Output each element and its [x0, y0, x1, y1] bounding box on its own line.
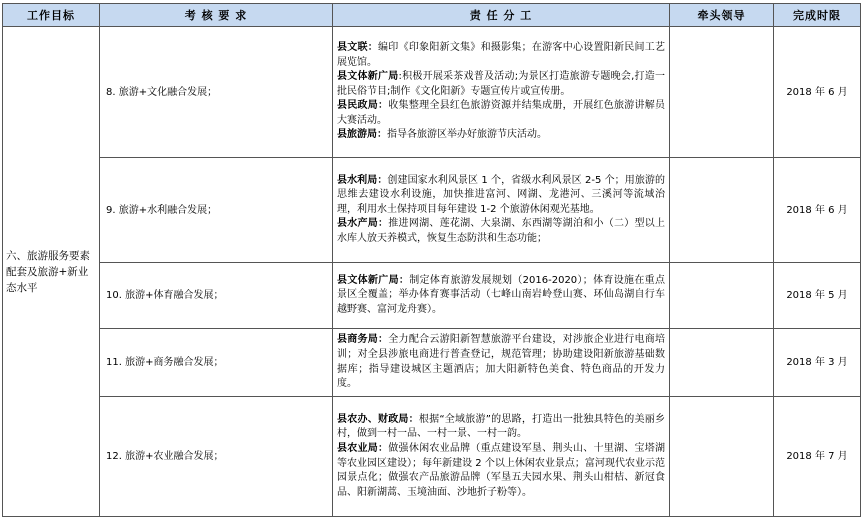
duty-text: 编印《印象阳新文集》和摄影集；在游客中心设置阳新民间工艺展览馆。: [337, 41, 666, 68]
duty-cell: [333, 397, 670, 517]
header-goal: 工作目标: [3, 4, 100, 27]
leader-cell: [670, 158, 774, 263]
department-name: 县水产局：: [337, 218, 389, 230]
header-row: [3, 4, 861, 27]
duty-text: 推进网湖、莲花湖、大泉湖、东西湖等湖泊和小（二）型以上水库人放天养模式，恢复生态防洪和生态功能；: [337, 218, 666, 244]
responsibility-table: [2, 3, 861, 517]
requirement-cell: 11. 旅游+商务融合发展；: [100, 329, 333, 397]
requirement-cell: 12. 旅游+农业融合发展；: [100, 397, 333, 517]
deadline-cell: 2018 年 3 月: [774, 329, 861, 397]
deadline-cell: 2018 年 5 月: [774, 263, 861, 329]
duty-item: [337, 274, 665, 318]
table-row: [3, 263, 861, 329]
leader-cell: [670, 263, 774, 329]
duty-text: 根据“全域旅游”的思路，打造出一批独具特色的美丽乡村，做到一村一品、一村一景、一村一韵。: [337, 413, 665, 440]
duty-item: [337, 174, 665, 218]
duty-text: 全力配合云游阳新智慧旅游平台建设，对涉旅企业进行电商培训；对全县涉旅电商进行普查登记，规范管理；协助建设阳新旅游基础数据库；指导建设城区主题酒店；加大阳新特色美食、特色商品的开发力度。: [337, 334, 666, 390]
duty-text: 指导各旅游区举办好旅游节庆活动。: [387, 129, 547, 141]
table-row: [3, 27, 861, 158]
duty-cell: [333, 158, 670, 263]
department-name: 县旅游局：: [337, 129, 387, 141]
department-name: 县农办、财政局：: [337, 413, 419, 425]
header-duty: 责 任 分 工: [333, 4, 670, 27]
header-leader: 牵头领导: [670, 4, 774, 27]
department-name: 县农业局：: [337, 442, 389, 454]
header-deadline: 完成时限: [774, 4, 861, 27]
duty-cell: [333, 263, 670, 329]
department-name: 县民政局：: [337, 100, 389, 112]
duty-text: 收集整理全县红色旅游资源并结集成册，开展红色旅游讲解员大赛活动。: [337, 100, 666, 126]
requirement-cell: 9. 旅游+水利融合发展；: [100, 158, 333, 263]
department-name: 县文联：: [337, 41, 379, 53]
duty-item: [337, 70, 665, 99]
leader-cell: [670, 27, 774, 158]
duty-text: 创建国家水利风景区 1 个，省级水利风景区 2-5 个；用旅游的思维去建设水利设施，加快推进富河、网湖、龙港河、三溪河等流域治理，利用水土保持项目每年建设 1-2 个旅游休闲观光基地。: [337, 174, 665, 215]
duty-item: [337, 217, 665, 246]
requirement-cell: 10. 旅游+体育融合发展；: [100, 263, 333, 329]
department-name: 县文体新广局：: [337, 274, 410, 286]
duty-item: [337, 442, 665, 500]
department-name: 县水利局：: [337, 174, 388, 186]
duty-cell: [333, 329, 670, 397]
duty-item: [337, 128, 665, 143]
table-row: [3, 329, 861, 397]
table-row: [3, 158, 861, 263]
duty-item: [337, 41, 665, 70]
department-name: 县商务局：: [337, 334, 389, 346]
header-requirement: 考 核 要 求: [100, 4, 333, 27]
deadline-cell: 2018 年 7 月: [774, 397, 861, 517]
duty-text: :积极开展采茶戏普及活动;为景区打造旅游专题晚会,打造一批民俗节目;制作《文化阳新》专题宣传片或宣传册。: [337, 71, 665, 97]
duty-item: [337, 333, 665, 391]
leader-cell: [670, 397, 774, 517]
table-row: [3, 397, 861, 517]
department-name: 县文体新广局: [337, 71, 399, 83]
requirement-cell: 8. 旅游+文化融合发展；: [100, 27, 333, 158]
leader-cell: [670, 329, 774, 397]
deadline-cell: 2018 年 6 月: [774, 27, 861, 158]
goal-cell: 六、旅游服务要素配套及旅游+新业态水平: [3, 27, 100, 517]
duty-cell: [333, 27, 670, 158]
duty-item: [337, 99, 665, 128]
duty-item: [337, 413, 665, 442]
duty-text: 制定体育旅游发展规划（2016-2020）；体育设施在重点景区全覆盖；举办体育赛事活动（七峰山南岩岭登山赛、环仙岛湖自行车越野赛、富河龙舟赛）。: [337, 274, 665, 315]
duty-text: 做强休闲农业品牌（重点建设军垦、荆头山、十里湖、宝塔湖等农业园区建设）；每年新建设 2 个以上休闲农业景点；富河现代农业示范园景点化；做强农产品旅游品牌（军垦五夫园水果、荆头山柑桔、新冠食品、阳新湖蒿、玉境油面、沙地折子粉等）。: [337, 442, 666, 498]
deadline-cell: 2018 年 6 月: [774, 158, 861, 263]
